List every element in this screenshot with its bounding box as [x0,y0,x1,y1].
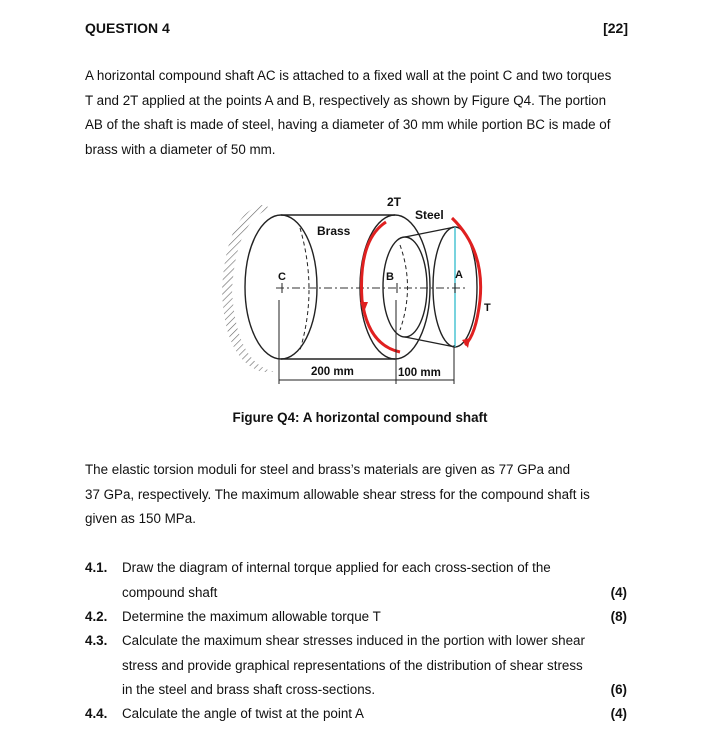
label-a: A [455,269,463,281]
label-brass: Brass [317,224,351,238]
question-marks: (8) [610,609,627,624]
question-total-marks: [22] [603,20,628,36]
wall-hatching [222,205,276,372]
question-marks: (4) [610,584,627,600]
intro-line: AB of the shaft is made of steel, having a diameter of 30 mm while portion BC is made of [85,117,611,133]
intro-paragraph [85,64,637,162]
dimension-bc: 200 mm [311,366,354,378]
question-text-line: Calculate the angle of twist at the point A [122,706,364,721]
intro-line: A horizontal compound shaft AC is attached to a fixed wall at the point C and two torques [85,68,612,83]
question-text-line: Calculate the maximum shear stresses induced in the portion with lower shear [122,633,585,648]
question-4-2 [85,605,637,630]
intro-line: T and 2T applied at the points A and B, respectively as shown by Figure Q4. The portion [85,92,607,108]
intro-line: brass with a diameter of 50 mm. [85,141,276,157]
dimension-ab: 100 mm [398,367,441,379]
question-text-line: in the steel and brass shaft cross-sections. [122,682,376,698]
question-number: 4.3. [85,633,108,648]
question-marks: (4) [610,706,627,721]
properties-paragraph [85,458,637,532]
question-number: 4.4. [85,706,108,721]
properties-line: given as 150 MPa. [85,511,196,527]
label-b: B [386,271,394,283]
question-4-1 [85,556,637,606]
question-number: 4.1. [85,560,108,575]
question-text-line: Draw the diagram of internal torque applied for each cross-section of the [122,560,551,575]
label-2t: 2T [387,195,402,209]
question-text-line: stress and provide graphical representations of the distribution of shear stress [122,657,583,673]
shaft-figure [220,190,500,390]
question-number: 4.2. [85,609,108,624]
question-4-3 [85,629,637,704]
label-c: C [278,271,286,283]
properties-line: 37 GPa, respectively. The maximum allowable shear stress for the compound shaft is [85,486,590,502]
label-t: T [484,302,491,314]
label-steel: Steel [415,208,444,222]
properties-line: The elastic torsion moduli for steel and brass’s materials are given as 77 GPa and [85,462,571,477]
question-title: QUESTION 4 [85,20,170,36]
question-text-line: Determine the maximum allowable torque T [122,609,381,624]
question-text-line: compound shaft [122,584,218,600]
question-marks: (6) [610,682,627,698]
question-4-4 [85,702,637,727]
question-header [85,20,628,40]
figure-caption: Figure Q4: A horizontal compound shaft [232,410,488,425]
